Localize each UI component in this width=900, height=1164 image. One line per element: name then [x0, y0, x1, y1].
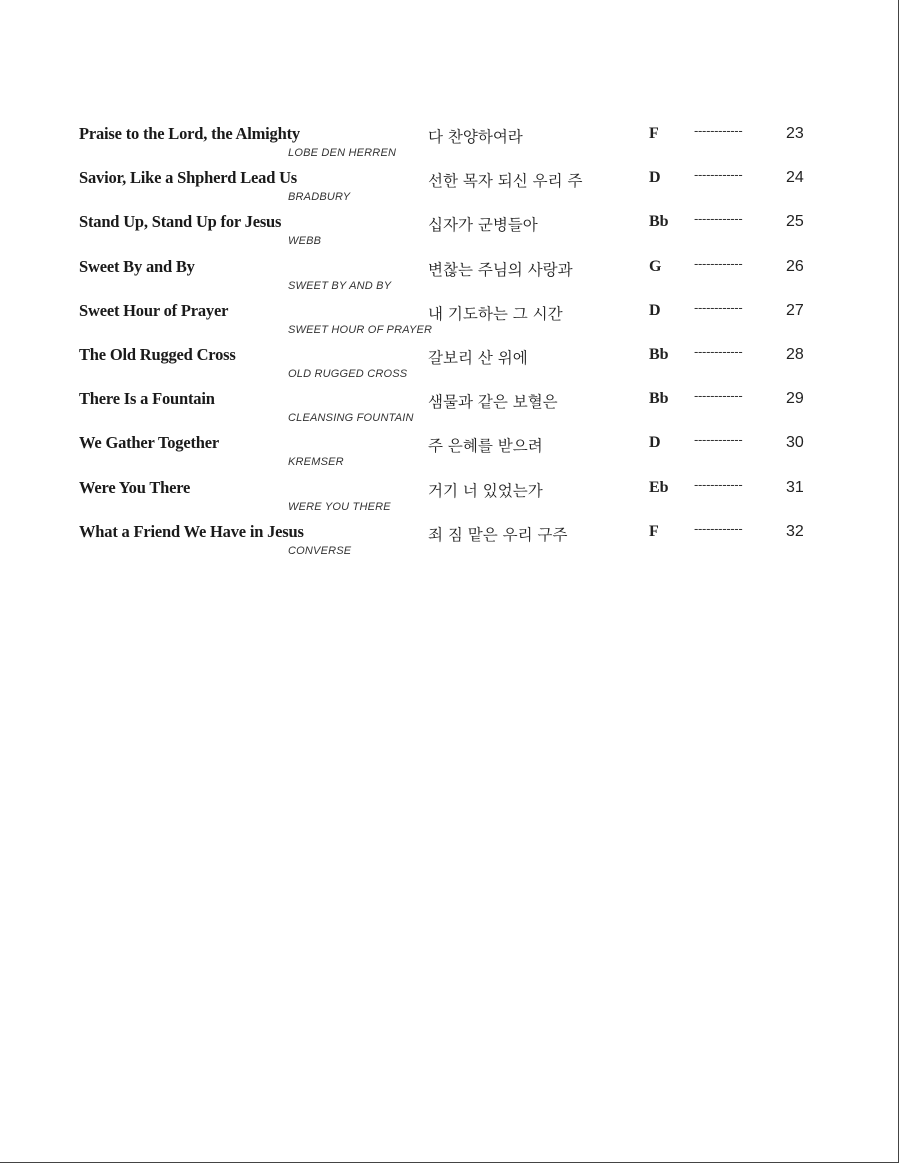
music-key: Bb [649, 390, 669, 408]
dot-leader: ------------ [694, 476, 743, 492]
music-key: Bb [649, 345, 669, 363]
page-number: 30 [786, 434, 804, 452]
tune-name: SWEET BY AND BY [288, 279, 392, 292]
tune-name: SWEET HOUR OF PRAYER [288, 323, 433, 336]
korean-title: 죄 짐 맡은 우리 구주 [428, 525, 568, 544]
tune-name: OLD RUGGED CROSS [288, 367, 408, 380]
korean-title: 갈보리 산 위에 [428, 348, 528, 367]
page-number: 32 [786, 522, 804, 540]
page-number: 25 [786, 213, 804, 231]
list-item [79, 122, 819, 166]
tune-name: WERE YOU THERE [288, 500, 391, 513]
hymn-title: What a Friend We Have in Jesus [79, 521, 304, 541]
tune-name: LOBE DEN HERREN [288, 147, 397, 159]
dot-leader: ------------ [694, 520, 743, 536]
hymn-title: Praise to the Lord, the Almighty [79, 124, 300, 143]
page-number: 28 [786, 345, 804, 363]
page-number: 26 [786, 257, 804, 275]
tune-name: CLEANSING FOUNTAIN [288, 412, 414, 425]
dot-leader: ------------ [694, 343, 743, 359]
page-number: 29 [786, 390, 804, 408]
music-key: Bb [649, 213, 669, 231]
korean-title: 내 기도하는 그 시간 [428, 304, 563, 323]
hymn-index-list [79, 122, 819, 564]
tune-name: BRADBURY [288, 191, 351, 204]
korean-title: 변찮는 주님의 사랑과 [428, 260, 573, 279]
hymn-title: There Is a Fountain [79, 389, 215, 409]
hymn-title: Savior, Like a Shpherd Lead Us [79, 168, 298, 188]
list-item [79, 255, 819, 299]
tune-name: KREMSER [288, 456, 344, 469]
list-item [79, 476, 819, 520]
page-number: 24 [786, 169, 804, 187]
korean-title: 다 찬양하여라 [428, 128, 523, 146]
list-item [79, 431, 819, 475]
dot-leader: ------------ [694, 388, 743, 404]
hymn-title: Stand Up, Stand Up for Jesus [79, 212, 282, 232]
list-item [79, 387, 819, 431]
hymn-title: Sweet Hour of Prayer [79, 300, 229, 320]
list-item [79, 299, 819, 343]
music-key: D [649, 169, 661, 187]
hymn-title: Sweet By and By [79, 256, 195, 276]
list-item [79, 520, 819, 564]
list-item [79, 210, 819, 254]
list-item [79, 343, 819, 387]
korean-title: 십자가 군병들아 [428, 216, 538, 235]
page-number: 23 [786, 125, 804, 142]
page-number: 31 [786, 478, 804, 496]
music-key: F [649, 125, 659, 142]
tune-name: CONVERSE [288, 544, 352, 557]
dot-leader: ------------ [694, 255, 743, 271]
music-key: F [649, 522, 659, 540]
list-item [79, 166, 819, 210]
music-key: Eb [649, 478, 669, 496]
dot-leader: ------------ [694, 432, 743, 448]
dot-leader: ------------ [694, 211, 743, 227]
tune-name: WEBB [288, 235, 322, 248]
music-key: G [649, 257, 662, 275]
music-key: D [649, 434, 661, 452]
dot-leader: ------------ [694, 123, 743, 138]
korean-title: 주 은혜를 받으려 [428, 437, 543, 456]
page-number: 27 [786, 301, 804, 319]
music-key: D [649, 301, 661, 319]
korean-title: 거기 너 있었는가 [428, 481, 543, 500]
hymn-title: The Old Rugged Cross [79, 344, 236, 364]
korean-title: 선한 목자 되신 우리 주 [428, 172, 583, 191]
hymn-title: We Gather Together [79, 433, 220, 453]
dot-leader: ------------ [694, 167, 743, 183]
korean-title: 샘물과 같은 보혈은 [428, 393, 558, 412]
hymn-title: Were You There [79, 477, 191, 497]
dot-leader: ------------ [694, 299, 743, 315]
